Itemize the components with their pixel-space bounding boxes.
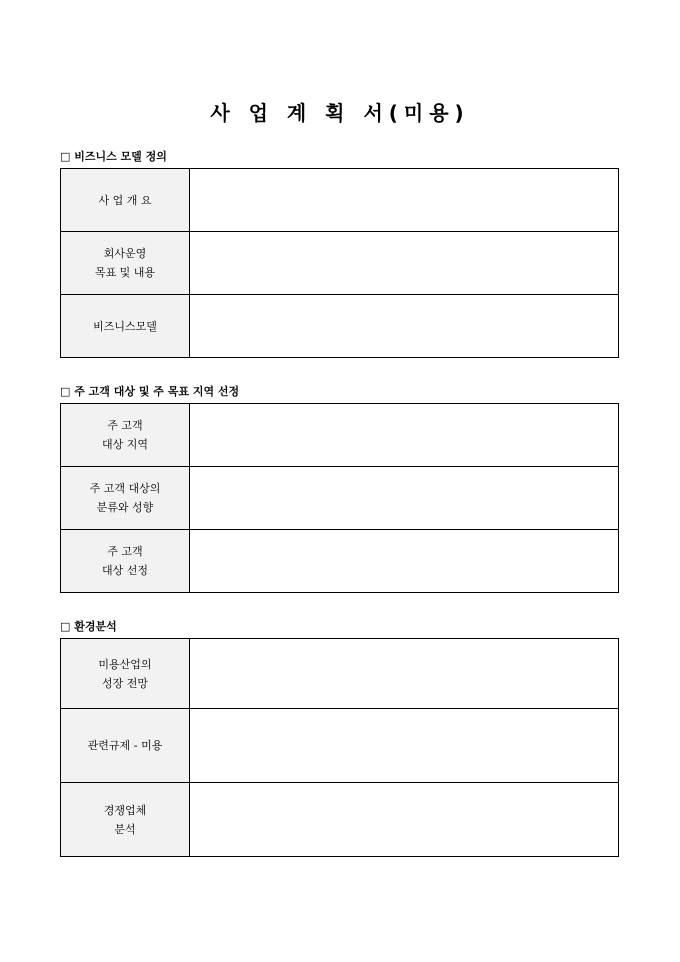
label-line: 분석 xyxy=(114,822,136,836)
table-row xyxy=(61,404,619,467)
table-row xyxy=(61,295,619,358)
row-content-field[interactable] xyxy=(190,530,619,593)
label-line: 경쟁업체 xyxy=(103,803,147,817)
table-row xyxy=(61,467,619,530)
row-content-field[interactable] xyxy=(190,232,619,295)
section-heading-business-model: □ 비즈니스 모델 정의 xyxy=(60,150,167,163)
row-content-field[interactable] xyxy=(190,295,619,358)
label-line: 목표 및 내용 xyxy=(94,266,156,279)
row-content-field[interactable] xyxy=(190,404,619,467)
label-line: 분류와 성향 xyxy=(96,501,154,514)
table-row xyxy=(61,232,619,295)
table-row xyxy=(61,530,619,593)
row-label xyxy=(61,709,190,783)
label-line: 주 고객 xyxy=(107,419,143,432)
environment-analysis-table xyxy=(60,638,619,857)
label-line: 관련규제 - 미용 xyxy=(87,739,163,752)
target-customers-table xyxy=(60,403,619,593)
label-line: 대상 선정 xyxy=(101,564,148,577)
row-content-field[interactable] xyxy=(190,639,619,709)
row-label xyxy=(61,639,190,709)
row-content-field[interactable] xyxy=(190,709,619,783)
label-line: 사 업 개 요 xyxy=(98,193,152,207)
row-label xyxy=(61,295,190,358)
row-label xyxy=(61,530,190,593)
row-label xyxy=(61,467,190,530)
label-line: 주 고객 대상의 xyxy=(89,482,161,495)
document-title: 사 업 계 획 서(미용) xyxy=(210,101,470,125)
row-label xyxy=(61,169,190,232)
row-label xyxy=(61,404,190,467)
label-line: 대상 지역 xyxy=(101,438,148,451)
row-content-field[interactable] xyxy=(190,467,619,530)
label-line: 비즈니스모델 xyxy=(93,319,157,333)
row-label xyxy=(61,783,190,857)
row-label xyxy=(61,232,190,295)
row-content-field[interactable] xyxy=(190,783,619,857)
business-model-table xyxy=(60,168,619,358)
label-line: 주 고객 xyxy=(107,545,143,558)
label-line: 성장 전망 xyxy=(101,676,148,690)
row-content-field[interactable] xyxy=(190,169,619,232)
table-row xyxy=(61,783,619,857)
section-heading-environment-analysis: □ 환경분석 xyxy=(60,620,117,633)
section-heading-target-customers: □ 주 고객 대상 및 주 목표 지역 선정 xyxy=(60,385,240,398)
label-line: 회사운영 xyxy=(103,247,147,260)
table-row xyxy=(61,639,619,709)
label-line: 미용산업의 xyxy=(98,657,152,671)
table-row xyxy=(61,709,619,783)
table-row xyxy=(61,169,619,232)
